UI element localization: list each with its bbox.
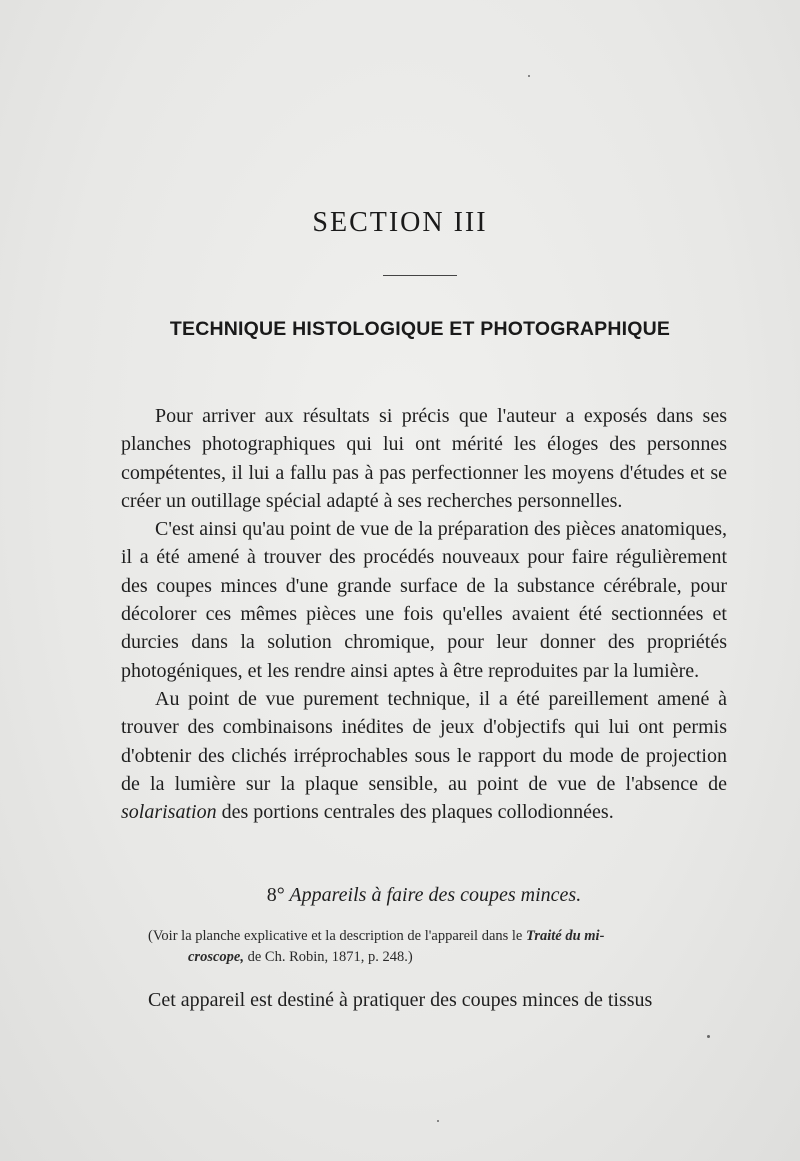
- paper-speck: [707, 1035, 710, 1038]
- note-work-title-1: Traité du mi-: [526, 928, 605, 944]
- section-title: SECTION III: [312, 207, 488, 238]
- paper-speck: [437, 1120, 439, 1122]
- continued-paragraph: Cet appareil est destiné à pratiquer des coupes minces de tissus: [148, 989, 653, 1011]
- body-text: [121, 402, 727, 826]
- subsection-title: Appareils à faire des coupes minces.: [289, 884, 582, 906]
- note-line-2: [148, 947, 708, 968]
- section-subtitle: TECHNIQUE HISTOLOGIQUE ET PHOTOGRAPHIQUE: [169, 318, 671, 340]
- paragraph-3: [121, 685, 727, 826]
- note-open: (Voir la planche explicative et la description de l'appareil dans le: [148, 928, 526, 944]
- paragraph-2: C'est ainsi qu'au point de vue de la préparation des pièces anatomiques, il a été amené à trouver des procédés nouveaux pour faire régulièrement des coupes minces d'une grande surface de la substance cérébrale, pour décolorer ces mêmes pièces une fois qu'elles avaient été sectionnées et durcies dans la solution chromique, pour leur donner des propriétés photogéniques, et les rendre ainsi aptes à être reproduites par la lumière.: [121, 518, 727, 682]
- paragraph-3-text: Au point de vue purement technique, il a été pareillement amené à trouver des combinaisons inédites de jeux d'objectifs qui lui ont permis d'obtenir des clichés irréprochables sous le rapport du mode de projection de la lumière sur la plaque sensible, au point de vue de l'absence de solarisation des portions centrales des plaques collodionnées.: [121, 687, 727, 824]
- emphasis-solarisation: solarisation: [121, 801, 217, 824]
- note-rest: de Ch. Robin, 1871, p. 248.): [243, 949, 413, 965]
- paper-speck: [528, 75, 530, 77]
- subsection-number: 8°: [266, 884, 285, 906]
- title-divider: [383, 275, 457, 276]
- subsection-heading: [0, 884, 800, 907]
- paragraph-1: Pour arriver aux résultats si précis que l'auteur a exposés dans ses planches photographiques qui lui ont mérité les éloges des personnes compétentes, il lui a fallu pas à pas perfectionner les moyens d'études et se créer un outillage spécial adapté à ses recherches personnelles.: [121, 405, 727, 512]
- note-work-title-2: croscope,: [188, 949, 244, 965]
- reference-note: [148, 926, 708, 968]
